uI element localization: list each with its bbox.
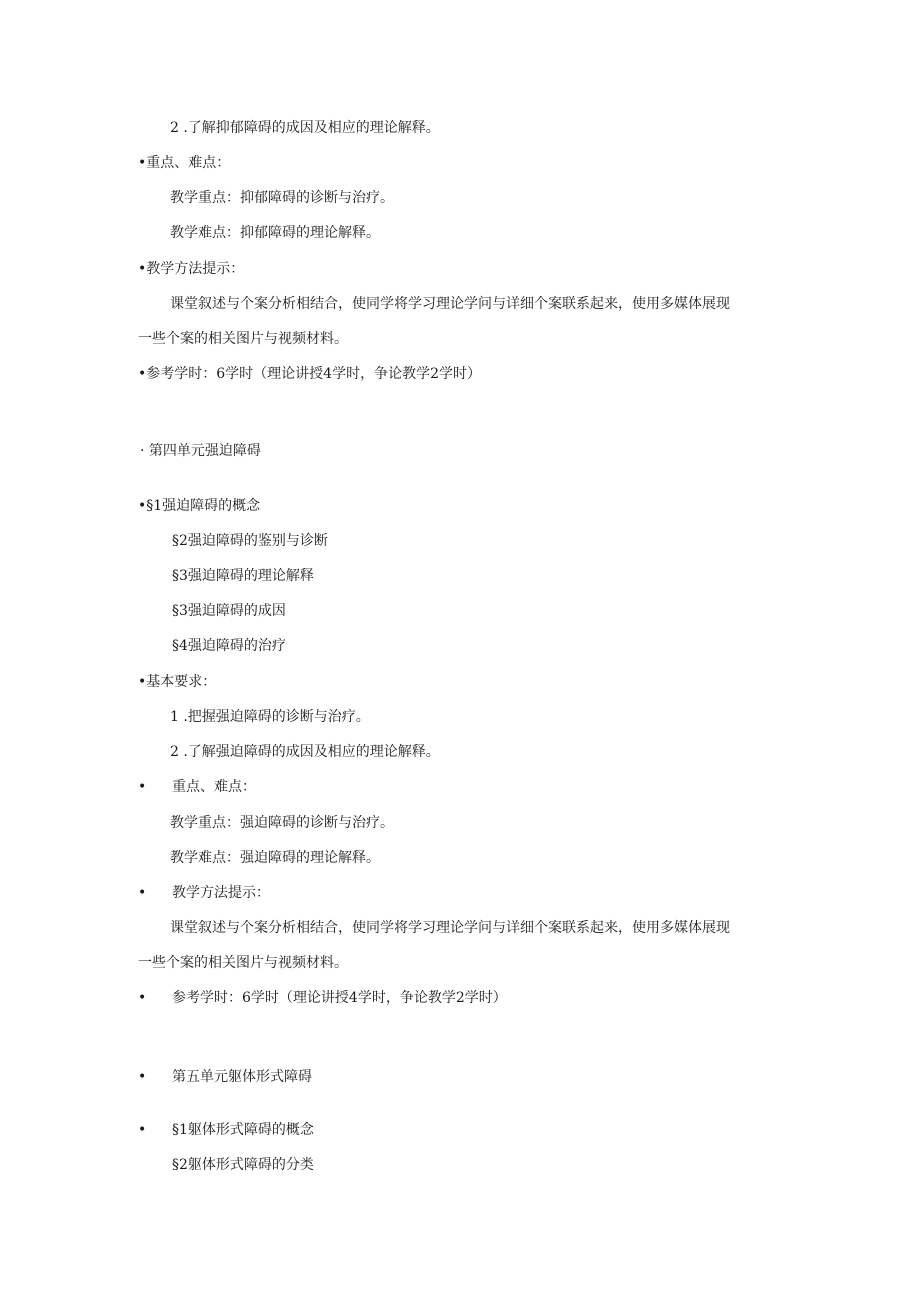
section3-requirement-2: 2 .了解抑郁障碍的成因及相应的理论解释。 [170,120,440,136]
section5-item-1: §1躯体形式障碍的概念 [172,1122,314,1138]
section5-title-bullet: • [138,1069,147,1085]
section4-item-3: §3强迫障碍的理论解释 [172,568,314,584]
section4-focus-heading: 重点、难点： [172,779,256,795]
section3-focus-heading: •重点、难点： [138,155,231,171]
section5-item-1-bullet: • [138,1122,147,1138]
section4-requirements-heading: •基本要求： [138,674,217,690]
section4-title: · 第四单元强迫障碍 [140,443,261,459]
section3-method-heading: •教学方法提示： [138,261,245,277]
section4-requirement-1: 1 .把握强迫障碍的诊断与治疗。 [170,709,370,725]
section4-item-1: •§1强迫障碍的概念 [138,498,261,514]
section4-hours-bullet: • [138,990,147,1006]
section4-method-line2: 一些个案的相关图片与视频材料。 [138,955,348,971]
section5-title: 第五单元躯体形式障碍 [172,1069,312,1085]
section4-focus-key: 教学重点：强迫障碍的诊断与治疗。 [170,815,394,831]
section3-focus-key: 教学重点：抑郁障碍的诊断与治疗。 [170,190,394,206]
section4-item-5: §4强迫障碍的治疗 [172,638,286,654]
section4-item-4: §3强迫障碍的成因 [172,603,286,619]
section4-method-bullet: • [138,885,147,901]
section4-requirement-2: 2 .了解强迫障碍的成因及相应的理论解释。 [170,744,440,760]
section3-hours: •参考学时：6学时（理论讲授4学时，争论教学2学时） [138,366,481,382]
section4-item-2: §2强迫障碍的鉴别与诊断 [172,533,328,549]
section4-method-line1: 课堂叙述与个案分析相结合，使同学将学习理论学问与详细个案联系起来，使用多媒体展现 [170,920,730,936]
section5-item-2: §2躯体形式障碍的分类 [172,1157,314,1173]
section3-method-line1: 课堂叙述与个案分析相结合，使同学将学习理论学问与详细个案联系起来，使用多媒体展现 [170,296,730,312]
section3-method-line2: 一些个案的相关图片与视频材料。 [138,331,348,347]
section4-hours: 参考学时：6学时（理论讲授4学时，争论教学2学时） [172,990,507,1006]
section4-focus-bullet: • [138,779,147,795]
section4-focus-difficult: 教学难点：强迫障碍的理论解释。 [170,850,380,866]
section3-focus-difficult: 教学难点：抑郁障碍的理论解释。 [170,225,380,241]
section4-method-heading: 教学方法提示： [172,885,270,901]
